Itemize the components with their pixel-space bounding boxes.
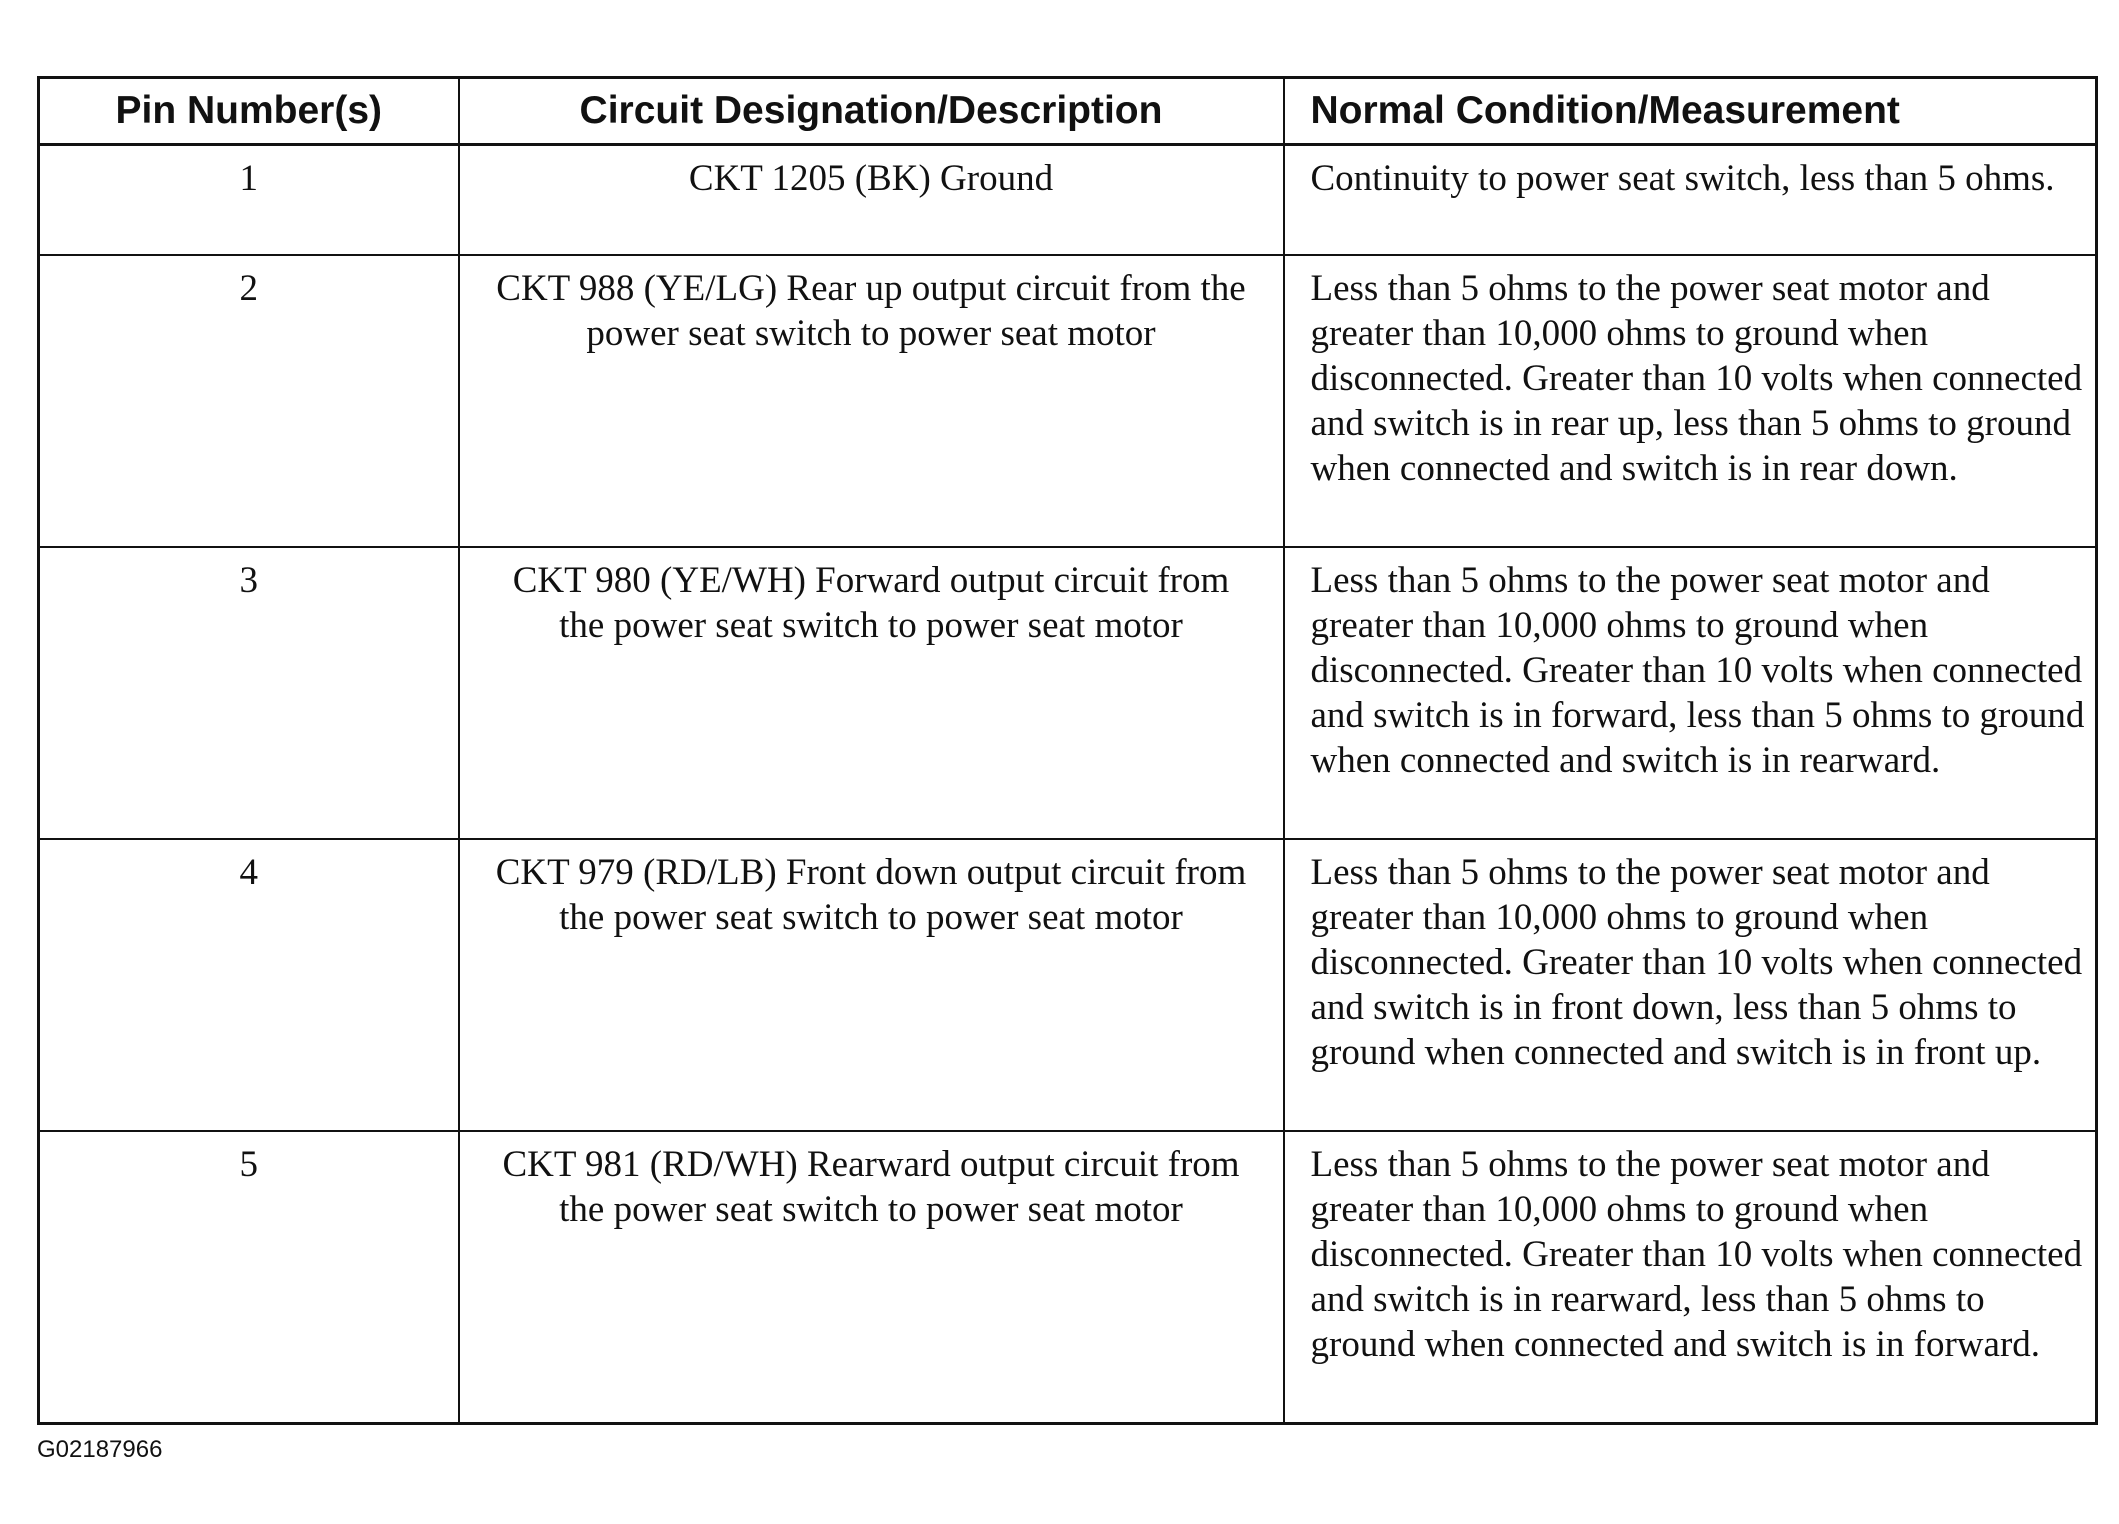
table-row xyxy=(39,547,2097,839)
header-normal-condition: Normal Condition/Measurement xyxy=(1284,78,2097,145)
figure-id: G02187966 xyxy=(37,1436,163,1463)
pin-number-cell: 5 xyxy=(39,1131,459,1424)
circuit-description-cell: CKT 981 (RD/WH) Rearward output circuit from the power seat switch to power seat motor xyxy=(459,1131,1284,1424)
pin-test-table xyxy=(37,76,2098,1425)
measurement-cell: Less than 5 ohms to the power seat motor and greater than 10,000 ohms to ground when disconnected. Greater than 10 volts when connected and switch is in forward, less than 5 ohms to ground when connected and switch is in rearward. xyxy=(1284,547,2097,839)
pin-number-cell: 4 xyxy=(39,839,459,1131)
pin-number-cell: 1 xyxy=(39,145,459,256)
table-header-row xyxy=(39,78,2097,145)
pin-number-cell: 2 xyxy=(39,255,459,547)
circuit-description-cell: CKT 979 (RD/LB) Front down output circuit from the power seat switch to power seat motor xyxy=(459,839,1284,1131)
measurement-cell: Less than 5 ohms to the power seat motor and greater than 10,000 ohms to ground when disconnected. Greater than 10 volts when connected and switch is in rear up, less than 5 ohms to ground when connected and switch is in rear down. xyxy=(1284,255,2097,547)
measurement-cell: Less than 5 ohms to the power seat motor and greater than 10,000 ohms to ground when disconnected. Greater than 10 volts when connected and switch is in front down, less than 5 ohms to ground when connected and switch is in front up. xyxy=(1284,839,2097,1131)
circuit-description-cell: CKT 1205 (BK) Ground xyxy=(459,145,1284,256)
circuit-description-cell: CKT 988 (YE/LG) Rear up output circuit from the power seat switch to power seat motor xyxy=(459,255,1284,547)
table-row xyxy=(39,145,2097,256)
pin-number-cell: 3 xyxy=(39,547,459,839)
measurement-cell: Continuity to power seat switch, less than 5 ohms. xyxy=(1284,145,2097,256)
header-circuit-description: Circuit Designation/Description xyxy=(459,78,1284,145)
measurement-cell: Less than 5 ohms to the power seat motor and greater than 10,000 ohms to ground when disconnected. Greater than 10 volts when connected and switch is in rearward, less than 5 ohms to ground when connected and switch is in forward. xyxy=(1284,1131,2097,1424)
header-pin-numbers: Pin Number(s) xyxy=(39,78,459,145)
table-row xyxy=(39,255,2097,547)
table-row xyxy=(39,839,2097,1131)
circuit-description-cell: CKT 980 (YE/WH) Forward output circuit from the power seat switch to power seat motor xyxy=(459,547,1284,839)
table-row xyxy=(39,1131,2097,1424)
